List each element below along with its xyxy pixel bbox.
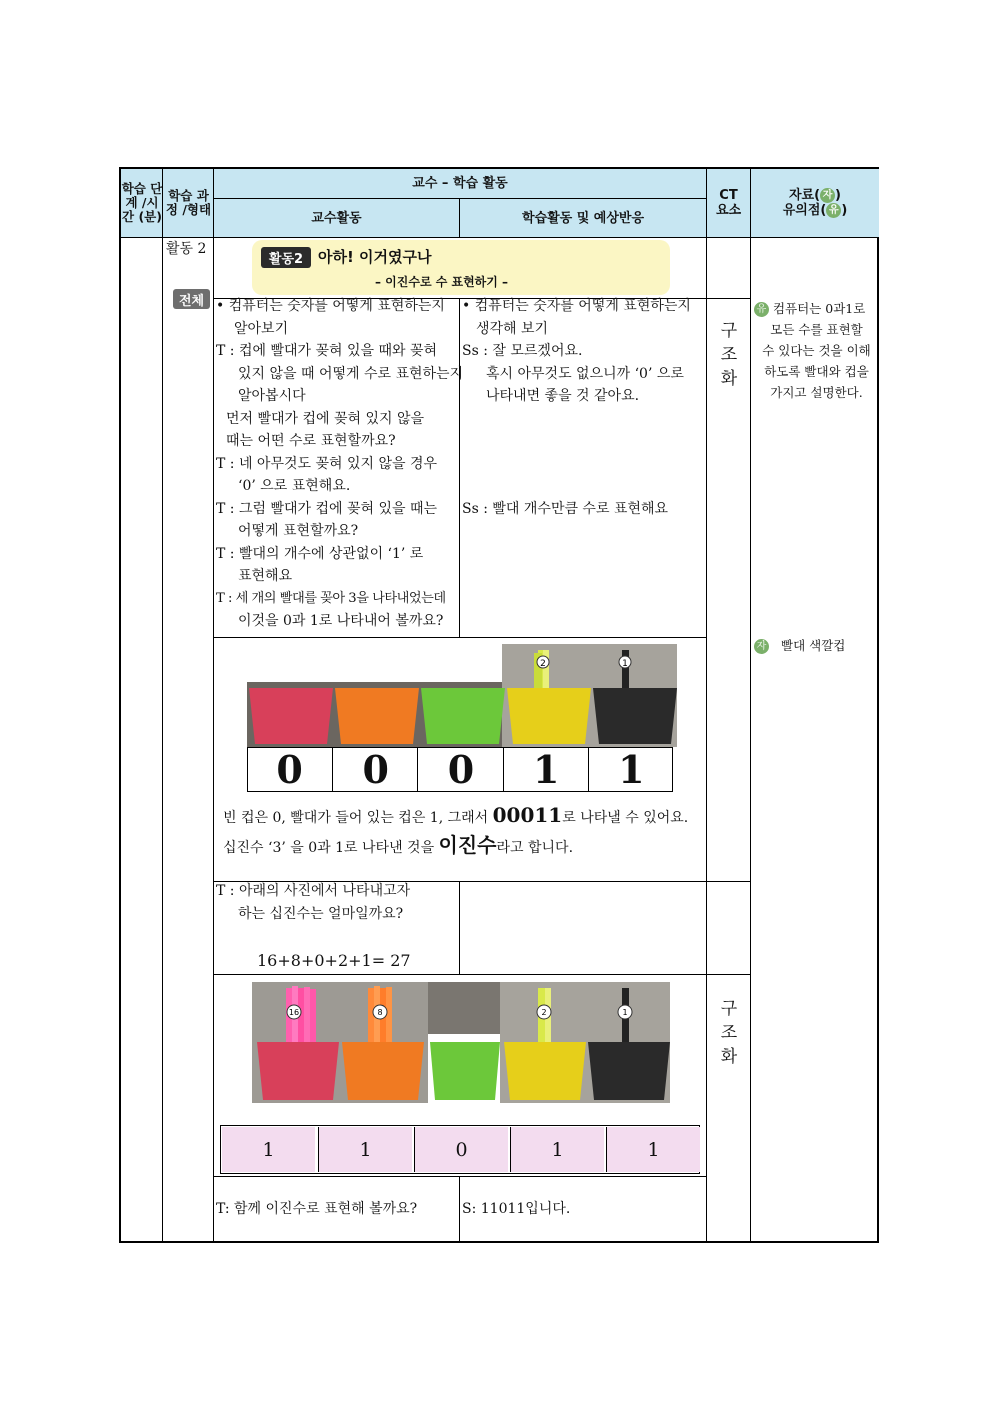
figure1-caption-2: 십진수 ‘3’ 을 0과 1로 나타낸 것을 이진수라고 합니다. [223,833,574,857]
note-line: 모든 수를 표현할 [770,322,863,337]
question2-line2: 하는 십진수는 얼마일까요? [238,906,404,922]
learner-line: Ss : 잘 모르겠어요. [462,343,583,359]
binary-digit-cell: 1 [510,1127,604,1172]
teacher-line: 이것을 0과 1로 나타내어 볼까요? [238,613,444,629]
ct-element-char: 화 [720,369,738,389]
header-process: 학습 과정 /형태 [165,188,212,217]
teacher-line: T : 네 아무것도 꽂혀 있지 않을 경우 [216,455,438,472]
straw-label: 2 [540,659,546,669]
binary-digit-cell: 1 [588,747,674,792]
teacher-line: 알아봅시다 [238,388,306,404]
cup-orange [342,1042,424,1100]
learner-line: Ss : 빨대 개수만큼 수로 표현해요 [462,501,669,517]
note-line: 수 있다는 것을 이해 [762,343,871,358]
binary-digit-cell: 1 [318,1127,412,1172]
binary-digit-cell: 1 [606,1127,700,1172]
figure1-caption-1: 빈 컵은 0, 빨대가 들어 있는 컵은 1, 그래서 00011로 나타낼 수 있어요. [223,803,689,827]
learner-line: • 컴퓨터는 숫자를 어떻게 표현하는지 [462,298,691,314]
ct-element-1 [717,319,741,391]
straw-label: 8 [377,1008,383,1017]
teacher-line: 있지 않을 때 어떻게 수로 표현하는지 [238,365,464,382]
cup-red [257,1042,339,1100]
ct-element-char: 화 [720,1047,738,1067]
question2-formula: 16+8+0+2+1= 27 [257,951,411,970]
cup-black [593,688,677,744]
header-learner: 학습활동 및 예상반응 [521,210,645,226]
header-stage: 학습 단계 /시간 (분) [121,181,163,224]
note-tag-icon: 유 [826,203,841,218]
straw-label: 1 [622,659,628,669]
cup-red [249,688,333,744]
teacher-line: T : 빨대의 개수에 상관없이 ‘1’ 로 [216,545,424,562]
teacher-line: ‘0’ 으로 표현해요. [238,478,351,494]
question2-line1: T : 아래의 사진에서 나타내고자 [216,883,411,899]
teacher-line: T : 그럼 빨대가 컵에 꽂혀 있을 때는 [216,500,438,517]
straw-label: 2 [541,1008,547,1017]
ct-element-char: 구 [720,321,738,341]
binary-digit-cell: 0 [417,747,503,792]
form-badge: 전체 [173,289,210,309]
cups-photo-2 [252,982,670,1103]
cup-black [588,1042,670,1100]
note-line: 하도록 빨대와 컵을 [764,364,869,379]
straw-label: 16 [288,1008,300,1017]
final-teacher: T: 함께 이진수로 표현해 볼까요? [216,1201,418,1217]
teacher-line: 알아보기 [234,320,289,337]
material-tag-icon: 자 [754,639,769,654]
cup-green [421,688,505,744]
header-activity: 교수 – 학습 활동 [412,175,508,191]
ct-element-char: 조 [720,345,738,365]
cup-green [430,1042,500,1100]
lesson-plan-table [119,167,879,1243]
teacher-line: 어떻게 표현할까요? [238,523,359,539]
teacher-line: T : 컵에 빨대가 꽂혀 있을 때와 꽂혀 [216,343,438,359]
binary-digit-cell: 0 [414,1127,508,1172]
ct-element-char: 조 [720,1023,738,1043]
teacher-line: 표현해요 [238,568,293,584]
learner-line: 혹시 아무것도 없으니까 ‘0’ 으로 [486,365,684,382]
binary-digit-cell: 0 [332,747,418,792]
header-teacher: 교수활동 [311,210,362,226]
learner-line: 나타내면 좋을 것 같아요. [486,388,640,404]
final-learner: S: 11011입니다. [462,1201,571,1217]
cup-orange [335,688,419,744]
teacher-line: 먼저 빨대가 컵에 꽂혀 있지 않을 [226,410,425,427]
banner-subtitle: – 이진수로 수 표현하기 – [375,275,509,289]
activity-label: 활동 2 [166,241,207,257]
note-block [754,298,879,403]
note-tag-icon: 유 [754,302,769,317]
learner-line: 생각해 보기 [476,320,549,337]
cup-yellow [507,688,591,744]
straw-label: 1 [622,1008,628,1017]
material-item [754,635,845,656]
note-line: 컴퓨터는 0과1로 [773,301,866,316]
material-tag-icon: 자 [820,188,835,203]
binary-digit-cell: 1 [503,747,589,792]
teacher-activity-text [216,295,464,633]
cups-photo-1 [247,644,677,747]
header-material: 자료( 자 ) 유의점( 유 ) [782,188,848,218]
teacher-line: • 컴퓨터는 숫자를 어떻게 표현하는지 [216,298,445,314]
material-text: 빨대 색깔컵 [781,638,846,653]
teacher-line: T : 세 개의 빨대를 꽂아 3을 나타내었는데 [216,590,446,606]
binary-digit-cell: 1 [222,1127,315,1172]
note-line: 가지고 설명한다. [770,385,863,400]
learner-activity-text [462,295,706,408]
ct-element-2 [717,997,741,1069]
banner-title: 아하! 이거였구나 [318,248,432,266]
teacher-line: 때는 어떤 수로 표현할까요? [226,433,396,449]
banner-badge: 활동2 [261,247,311,268]
ct-element-char: 구 [720,999,738,1019]
cup-yellow [504,1042,586,1100]
header-ct: CT 요소 [715,188,742,218]
binary-digit-cell: 0 [276,747,303,792]
